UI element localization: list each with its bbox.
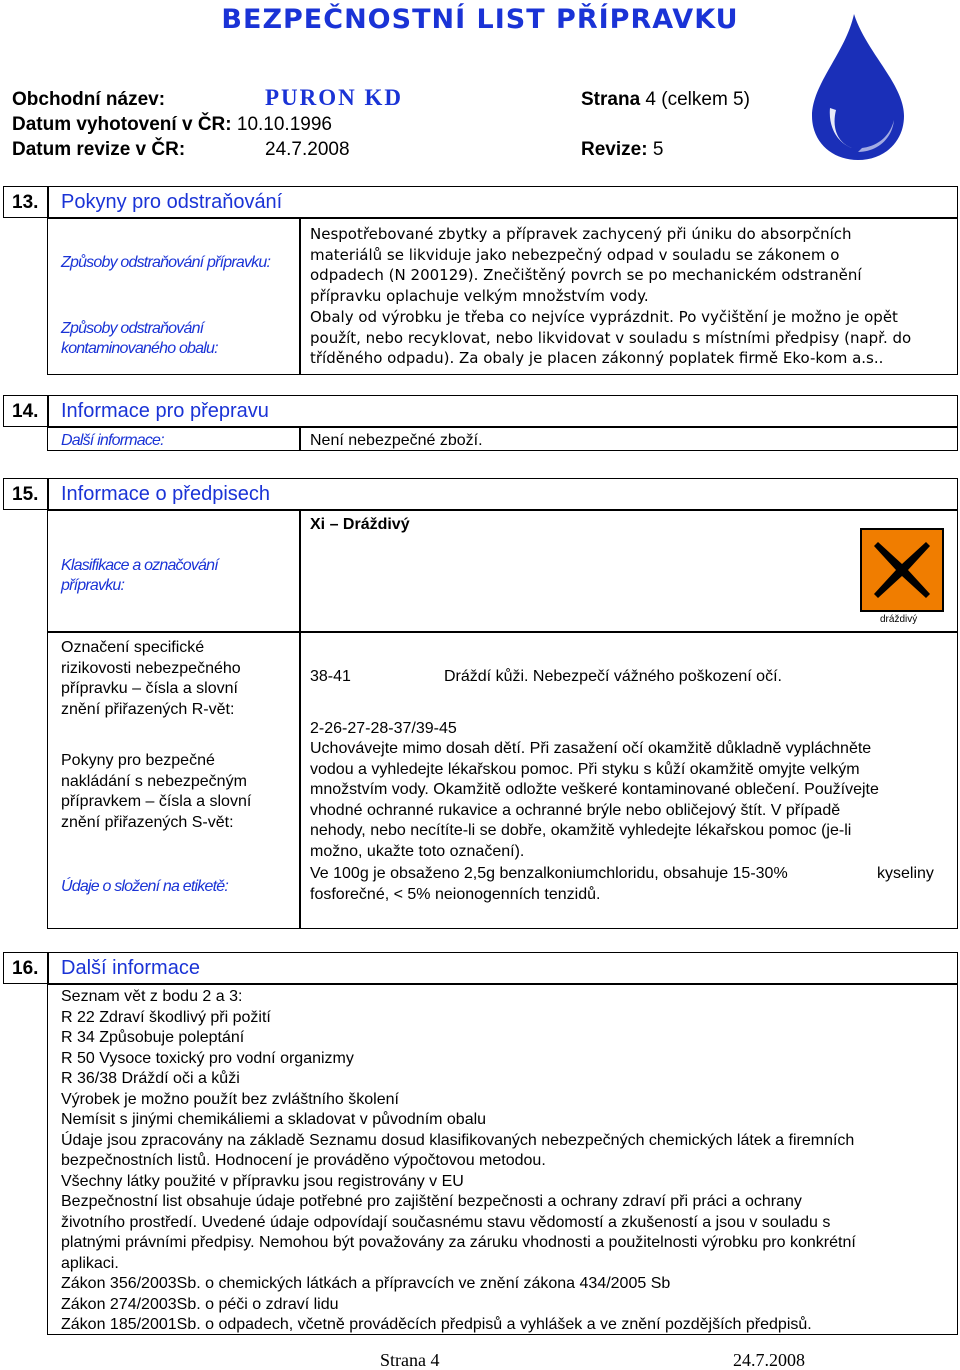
section-13-number: 13. <box>12 192 39 213</box>
section-13-title: Pokyny pro odstraňování <box>61 191 283 213</box>
disposal-packaging-text: Obaly od výrobku je třeba co nejvíce vyprázdnit. Po vyčištění je možno je opět použít, nebo recyklovat, nebo likvidovat v souladu s místními předpisy (např. do tříděného odpadu). Za obaly je placen zákonný poplatek firmě Eko-kom a.s.. <box>310 308 912 367</box>
product-name: PURON KD <box>265 85 404 110</box>
further-info-text: Seznam vět z bodu 2 a 3: R 22 Zdraví škodlivý při požití R 34 Způsobuje poleptání R 50 Vysoce toxický pro vodní organizmy R 36/38 Dráždí oči a kůži Výrobek je možno použít bez zvláštního školení Nemísit s jinými chemikáliemi a skladovat v původním obalu Údaje jsou zpracovány na základě Seznamu dosud klasifikovaných nebezpečných chemických látek a firemních bezpečnostních listů. Hodnocení je prováděno výpočtovou metodou. Všechny látky použité v přípravku jsou registrovány v EU Bezpečnostní list obsahuje údaje potřebné pro zajištění bezpečnosti a ochrany zdraví při práci a ochrany životního prostředí. Uvedené údaje odpovídají současnému stavu vědomostí a zkušeností a jsou v souladu s platnými právními předpisy. Nemohou být považovány za záruku vhodnosti a použitelnosti výrobku pro konkrétní aplikaci. Zákon 356/2003Sb. o chemických látkách a přípravcích ve znění zákona 434/2005 Sb Zákon 274/2003Sb. o péči o zdraví lidu Zákon 185/2001Sb. o odpadech, včetně prováděcích předpisů a vyhlášek a ve znění pozdějších předpisů. <box>61 988 856 1333</box>
classification-value: Xi – Dráždivý <box>310 516 410 533</box>
section-14-title: Informace pro přepravu <box>61 400 269 422</box>
label-further-info: Další informace: <box>61 432 164 449</box>
footer-date: 24.7.2008 <box>733 1350 805 1370</box>
r-phrase-code: 38-41 <box>310 668 351 685</box>
label-classification-1: Klasifikace a označování <box>61 557 218 574</box>
section-16-title: Další informace <box>61 957 200 979</box>
label-disposal-packaging-2: kontaminovaného obalu: <box>61 340 218 357</box>
hazard-caption: dráždivý <box>880 614 918 625</box>
document-title: BEZPEČNOSTNÍ LIST PŘÍPRAVKU <box>221 4 739 35</box>
page-indicator: Strana 4 (celkem 5) <box>581 89 750 110</box>
revision-date: 24.7.2008 <box>265 139 350 160</box>
composition-line-2: fosforečné, < 5% neionogenních tenzidů. <box>310 886 601 903</box>
footer-page: Strana 4 <box>380 1350 440 1370</box>
label-classification-2: přípravku: <box>61 577 125 594</box>
label-r-phrases: Označení specifické rizikovosti nebezpečného přípravku – čísla a slovní znění přiřazených R-vět: <box>61 639 241 718</box>
issue-date: Datum vyhotovení v ČR: 10.10.1996 <box>12 114 332 135</box>
s-phrase-code: 2-26-27-28-37/39-45 <box>310 720 457 737</box>
irritant-hazard-icon <box>860 528 944 612</box>
water-drop-logo <box>806 12 910 162</box>
section-14-body <box>47 427 958 451</box>
section-16-number: 16. <box>12 958 39 979</box>
revision-number: Revize: 5 <box>581 139 664 160</box>
section-14-number: 14. <box>12 401 39 422</box>
composition-line-1: Ve 100g je obsaženo 2,5g benzalkoniumchloridu, obsahuje 15-30% <box>310 865 788 882</box>
section-15-number: 15. <box>12 484 39 505</box>
label-disposal-product: Způsoby odstraňování přípravku: <box>61 254 271 271</box>
trade-name-label: Obchodní název: <box>12 89 166 110</box>
r-phrase-text: Dráždí kůži. Nebezpečí vážného poškození očí. <box>444 668 782 685</box>
disposal-product-text: Nespotřebované zbytky a přípravek zachycený při úniku do absorpčních materiálů se likviduje jako nebezpečný odpad v souladu se zákonem o odpadech (N 200129). Znečištěný povrch se po mechanickém odstranění přípravku oplachuje velkým množstvím vody. <box>310 225 862 305</box>
s-phrase-text: Uchovávejte mimo dosah dětí. Při zasažení očí okamžitě důkladně vypláchněte vodou a vyhledejte lékařskou pomoc. Při styku s kůží okamžitě omyjte velkým množstvím vody. Okamžitě odložte veškeré kontaminované oblečení. Používejte vhodné ochranné rukavice a ochranné brýle nebo obličejový štít. V případě nehody, nebo necítíte-li se dobře, okamžitě vyhledejte lékařskou pomoc (je-li možno, ukažte toto označení). <box>310 740 879 860</box>
section-15-title: Informace o předpisech <box>61 483 271 505</box>
label-s-phrases: Pokyny pro bezpečné nakládání s nebezpečným přípravkem – čísla a slovní znění přiřazených S-vět: <box>61 752 252 831</box>
transport-info-value: Není nebezpečné zboží. <box>310 432 483 449</box>
revision-date-label: Datum revize v ČR: <box>12 139 186 160</box>
label-composition: Údaje o složení na etiketě: <box>61 878 228 895</box>
composition-line-1-end: kyseliny <box>877 865 934 882</box>
label-disposal-packaging-1: Způsoby odstraňování <box>61 320 204 337</box>
